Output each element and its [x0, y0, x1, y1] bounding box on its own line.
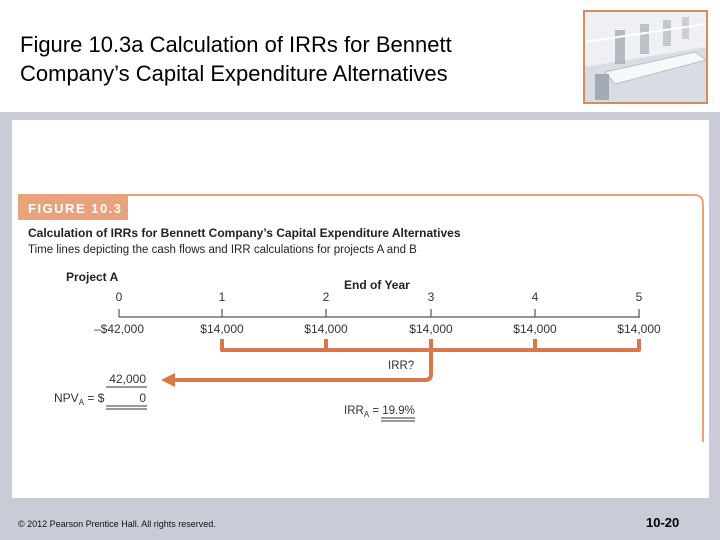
present-value: 42,000	[109, 372, 146, 386]
figure-svg	[18, 192, 708, 442]
npv-label	[54, 391, 105, 407]
year-label-0: 0	[115, 290, 123, 304]
cash-flow-year-0: –$42,000	[93, 322, 145, 336]
irr-result-equals: =	[369, 405, 383, 417]
cash-flow-year-2: $14,000	[304, 322, 348, 336]
slide-header	[0, 0, 720, 112]
year-label-4: 4	[531, 290, 539, 304]
npv-equals: = $	[84, 391, 105, 405]
irr-result	[344, 405, 415, 419]
discount-arrow-head	[161, 373, 175, 387]
slide-title-line-2: Company’s Capital Expenditure Alternatives	[20, 61, 448, 86]
irr-result-value: 19.9%	[382, 405, 415, 417]
figure-label: FIGURE 10.3	[28, 201, 123, 216]
irr-result-subscript: A	[363, 410, 370, 419]
cash-flow-year-4: $14,000	[513, 322, 557, 336]
slide-title	[20, 30, 560, 88]
year-label-2: 2	[322, 290, 330, 304]
year-label-5: 5	[635, 290, 643, 304]
npv-value: 0	[139, 391, 146, 405]
irr-question-label: IRR?	[388, 360, 415, 372]
caption-subtitle: Time lines depicting the cash flows and IRR calculations for projects A and B	[28, 244, 417, 256]
npv-label-text: NPV	[54, 391, 79, 405]
project-label: Project A	[66, 270, 119, 284]
cash-flow-year-3: $14,000	[409, 322, 453, 336]
copyright-notice: © 2012 Pearson Prentice Hall. All rights reserved.	[18, 519, 216, 529]
caption-title: Calculation of IRRs for Bennett Company’s Capital Expenditure Alternatives	[28, 226, 461, 240]
figure-10-3	[18, 192, 708, 442]
cash-flow-year-5: $14,000	[617, 322, 661, 336]
year-label-1: 1	[218, 290, 226, 304]
axis-title: End of Year	[344, 278, 410, 292]
slide-number: 10-20	[646, 515, 680, 530]
cash-flow-year-1: $14,000	[200, 322, 244, 336]
year-label-3: 3	[427, 290, 435, 304]
header-photo-conference-room	[583, 10, 708, 104]
irr-result-label: IRR	[344, 405, 364, 417]
conference-room-image	[585, 12, 706, 102]
slide-title-line-1: Figure 10.3a Calculation of IRRs for Bennett	[20, 32, 452, 57]
npv-subscript: A	[78, 398, 85, 407]
